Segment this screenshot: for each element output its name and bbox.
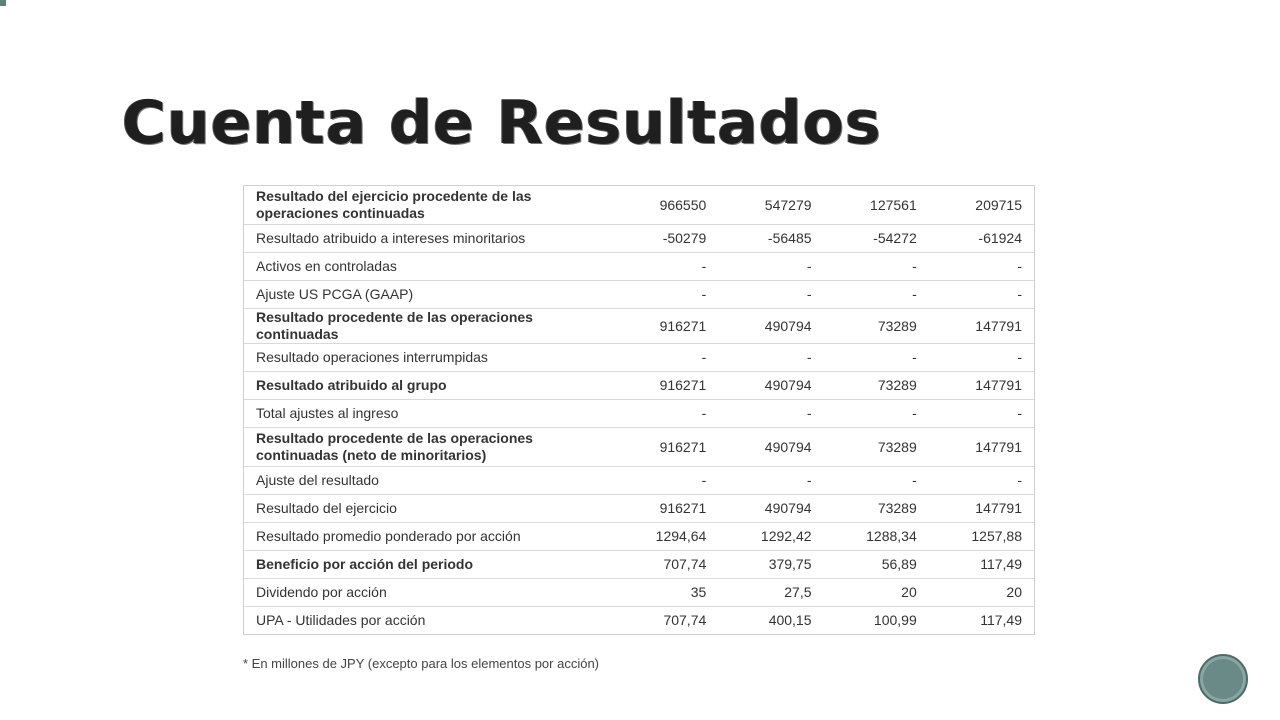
row-value: -61924 (929, 225, 1034, 253)
row-value: 117,49 (929, 551, 1034, 579)
row-label: Resultado del ejercicio procedente de las operaciones continuadas (244, 186, 613, 225)
row-label: Ajuste del resultado (244, 467, 613, 495)
row-value: 147791 (929, 495, 1034, 523)
row-value: -50279 (613, 225, 718, 253)
page-title: Cuenta de Resultados (122, 88, 882, 158)
row-value: 117,49 (980, 612, 1022, 628)
row-value: 20 (824, 579, 929, 607)
row-value: 147791 (929, 428, 1034, 467)
row-value: 490794 (718, 495, 823, 523)
row-value: - (613, 344, 718, 372)
row-value: - (824, 400, 929, 428)
row-value: - (613, 253, 718, 281)
row-value: 1292,42 (718, 523, 823, 551)
row-label: Total ajustes al ingreso (244, 400, 613, 428)
results-table-body (244, 186, 1034, 634)
row-value: - (718, 344, 823, 372)
row-label: Resultado procedente de las operaciones continuadas (neto de minoritarios) (244, 428, 613, 467)
row-value: 147791 (929, 309, 1034, 344)
table-row (244, 186, 1034, 225)
row-label: Resultado atribuido a intereses minoritarios (244, 225, 613, 253)
row-value: - (718, 281, 823, 309)
row-value: 707,74 (613, 551, 718, 579)
results-table-container (243, 185, 1035, 635)
row-value: - (613, 400, 718, 428)
row-label: Resultado procedente de las operaciones continuadas (244, 309, 613, 344)
table-row (244, 281, 1034, 309)
table-row (244, 607, 1034, 635)
row-value: 27,5 (718, 579, 823, 607)
row-value: 490794 (718, 372, 823, 400)
row-label: Dividendo por acción (244, 579, 613, 607)
row-value: - (824, 467, 929, 495)
footnote: * En millones de JPY (excepto para los elementos por acción) (243, 656, 600, 671)
row-value: - (929, 281, 1034, 309)
row-value: 916271 (613, 309, 718, 344)
row-value: - (718, 253, 823, 281)
row-label: Beneficio por acción del periodo (244, 551, 613, 579)
row-label: Activos en controladas (244, 253, 613, 281)
row-value: 147791 (929, 372, 1034, 400)
row-value: 490794 (718, 309, 823, 344)
row-value: 209715 (929, 186, 1034, 225)
row-value: 379,75 (718, 551, 823, 579)
row-value: - (613, 467, 718, 495)
table-row (244, 495, 1034, 523)
row-value: 73289 (824, 372, 929, 400)
row-value: 1288,34 (824, 523, 929, 551)
row-value: -56485 (718, 225, 823, 253)
row-value: - (824, 344, 929, 372)
row-value: 1294,64 (613, 523, 718, 551)
row-value: - (929, 344, 1034, 372)
row-value: 56,89 (824, 551, 929, 579)
table-row (244, 467, 1034, 495)
row-label: Resultado operaciones interrumpidas (244, 344, 613, 372)
row-value: 127561 (824, 186, 929, 225)
row-value: - (824, 253, 929, 281)
circle-nav-icon[interactable] (1198, 654, 1248, 704)
table-row (244, 253, 1034, 281)
row-value: 35 (613, 579, 718, 607)
row-label: Resultado atribuido al grupo (244, 372, 613, 400)
row-value: - (929, 400, 1034, 428)
row-value: - (929, 467, 1034, 495)
row-value: 20 (929, 579, 1034, 607)
table-row (244, 225, 1034, 253)
table-row (244, 372, 1034, 400)
row-label: Ajuste US PCGA (GAAP) (244, 281, 613, 309)
row-value: 707,74 (663, 612, 707, 628)
table-row (244, 309, 1034, 344)
row-value: 916271 (613, 372, 718, 400)
row-label: Resultado del ejercicio (244, 495, 613, 523)
row-value: - (824, 281, 929, 309)
corner-accent (0, 0, 6, 6)
row-value: 73289 (824, 495, 929, 523)
row-value: 490794 (718, 428, 823, 467)
row-label: UPA - Utilidades por acción (256, 612, 426, 628)
row-value: 100,99 (873, 612, 917, 628)
row-value: 916271 (613, 495, 718, 523)
row-value: - (929, 253, 1034, 281)
row-value: - (718, 467, 823, 495)
results-table (244, 186, 1034, 634)
table-row (244, 523, 1034, 551)
row-value: 400,15 (768, 612, 812, 628)
row-value: 547279 (718, 186, 823, 225)
row-value: 966550 (613, 186, 718, 225)
row-value: - (613, 281, 718, 309)
table-row (244, 344, 1034, 372)
table-row (244, 579, 1034, 607)
row-value: -54272 (824, 225, 929, 253)
row-value: 73289 (824, 428, 929, 467)
row-label: Resultado promedio ponderado por acción (244, 523, 613, 551)
row-value: 1257,88 (929, 523, 1034, 551)
row-value: 916271 (613, 428, 718, 467)
table-row (244, 551, 1034, 579)
row-value: - (718, 400, 823, 428)
table-row (244, 400, 1034, 428)
row-value: 73289 (824, 309, 929, 344)
table-row (244, 428, 1034, 467)
